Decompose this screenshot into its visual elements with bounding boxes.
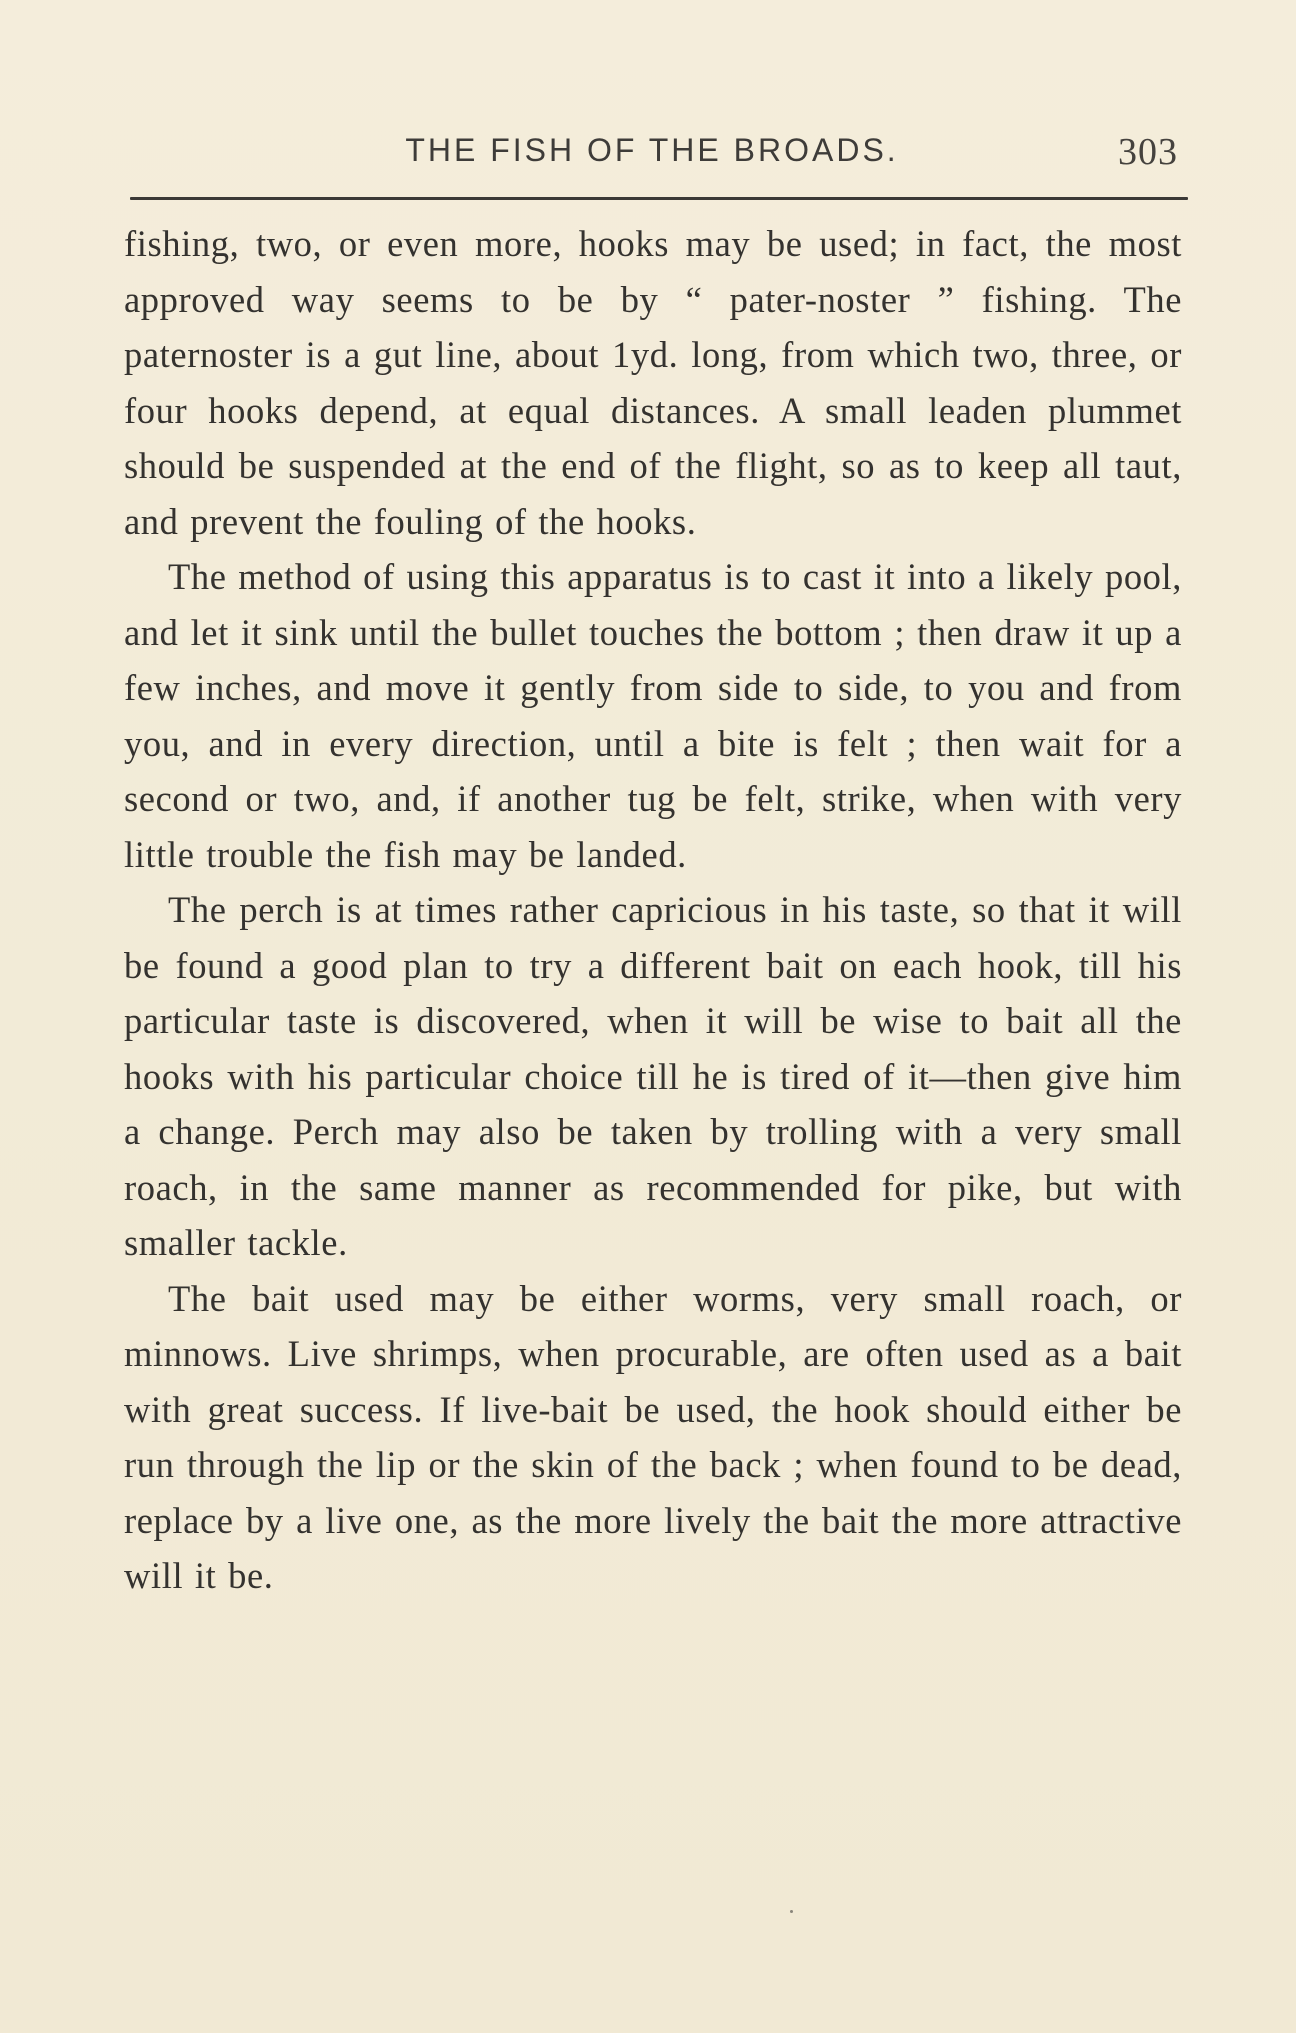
paragraph-perch-taste: The perch is at times rather capricious in his taste, so that it will be found a good plan to try a different bait on each hook, till his particular taste is discovered, when it will be wise to bait all the hooks with his particular choice till he is tired of it—then give him a change. Perch may also be taken by trolling with a very small roach, in the same manner as recommended for pike, but with smaller tackle. bbox=[124, 889, 1182, 1263]
header-rule bbox=[130, 197, 1188, 200]
page-number: 303 bbox=[1118, 131, 1178, 173]
paragraph-continued: fishing, two, or even more, hooks may be used; in fact, the most approved way seems to be by “ pater-noster ” fishing. The paternoster is a gut line, about 1yd. long, from which two, three, or four hooks depend, at equal distances. A small leaden plummet should be suspended at the end of the flight, so as to keep all taut, and prevent the fouling of the hooks. bbox=[124, 223, 1182, 542]
paragraph-method: The method of using this apparatus is to cast it into a likely pool, and let it sink until the bullet touches the bottom ; then draw it up a few inches, and move it gently from side to side, to you and from you, and in every direction, until a bite is felt ; then wait for a second or two, and, if another tug be felt, strike, when with very little trouble the fish may be landed. bbox=[124, 556, 1182, 875]
page-header bbox=[126, 128, 1178, 188]
paragraph-bait: The bait used may be either worms, very small roach, or minnows. Live shrimps, when procurable, are often used as a bait with great success. If live-bait be used, the hook should either be run through the lip or the skin of the back ; when found to be dead, replace by a live one, as the more lively the bait the more attractive will it be. bbox=[124, 1277, 1182, 1596]
running-head: THE FISH OF THE BROADS. bbox=[405, 132, 899, 168]
body-text bbox=[124, 216, 1182, 1604]
print-speck bbox=[790, 1910, 793, 1913]
